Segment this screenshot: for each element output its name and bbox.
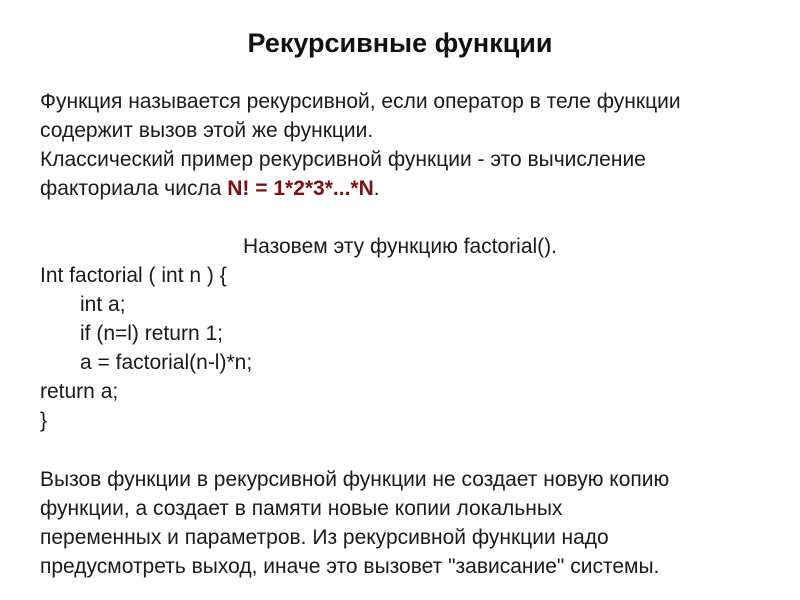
code-line-1: Int factorial ( int n ) { bbox=[40, 264, 227, 287]
factorial-formula: N! = 1*2*3*...*N bbox=[227, 177, 374, 200]
code-line-3: if (n=l) return 1; bbox=[80, 322, 223, 345]
outro-line-1: Вызов функции в рекурсивной функции не создает новую копию bbox=[40, 468, 670, 491]
outro-line-3: переменных и параметров. Из рекурсивной функции надо bbox=[40, 526, 609, 549]
intro-line-1: Функция называется рекурсивной, если оператор в теле функции bbox=[40, 90, 681, 113]
code-line-2: int a; bbox=[80, 293, 126, 316]
code-line-6: } bbox=[40, 409, 48, 432]
intro-line-4-text: факториала числа bbox=[40, 177, 228, 200]
intro-line-3: Классический пример рекурсивной функции - это вычисление bbox=[40, 148, 646, 171]
outro-line-2: функции, а создает в памяти новые копии локальных bbox=[40, 497, 563, 520]
intro-line-4-end: . bbox=[373, 177, 380, 200]
slide-title: Рекурсивные функции bbox=[247, 28, 553, 58]
outro-line-4: предусмотреть выход, иначе это вызовет "зависание" системы. bbox=[40, 555, 660, 578]
code-line-5: return a; bbox=[40, 380, 119, 403]
code-line-4: a = factorial(n-l)*n; bbox=[80, 351, 253, 374]
intro-line-4 bbox=[40, 175, 380, 203]
intro-line-2: содержит вызов этой же функции. bbox=[40, 119, 374, 142]
code-caption: Назовем эту функцию factorial(). bbox=[242, 235, 557, 258]
